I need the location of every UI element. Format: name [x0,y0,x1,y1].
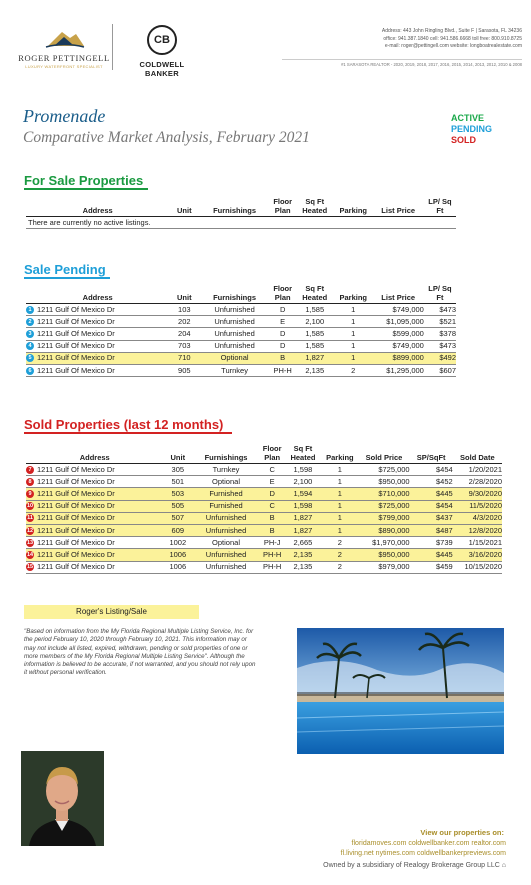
sold-date-cell: 1/20/2021 [453,464,502,476]
unit-cell: 507 [163,512,192,524]
email-website[interactable]: e-mail: roger@pettingell.com website: longboatrealestate.com [384,43,522,49]
price-cell: $899,000 [373,352,424,364]
parking-cell: 2 [334,364,373,376]
address-text: 1211 Gulf Of Mexico Dr [37,537,115,547]
listing-number-badge: 8 [26,478,34,486]
col-furnishings: Furnishings [204,452,248,462]
header-rule [282,59,522,60]
price-cell: $979,000 [358,561,409,573]
furnishings-cell: Furnished [192,488,260,500]
floor-plan-cell: B [260,524,285,536]
table-row [26,304,456,316]
furnishings-cell: Turnkey [192,464,260,476]
furnishings-cell: Unfurnished [192,524,260,536]
floor-plan-cell: D [270,340,296,352]
col-unit: Unit [177,292,192,302]
for-sale-underline [24,188,148,190]
address-cell [26,549,163,561]
address-text: 1211 Gulf Of Mexico Dr [37,513,115,523]
pool-photo [297,628,504,754]
sold-rows [26,464,502,574]
floor-plan-cell: B [270,352,296,364]
address-text: 1211 Gulf Of Mexico Dr [37,365,115,375]
sold-date-cell: 9/30/2020 [453,488,502,500]
parking-cell: 2 [321,561,358,573]
price-cell: $1,295,000 [373,364,424,376]
col-unit: Unit [177,205,192,215]
table-row [26,352,456,364]
table-row [26,524,502,536]
address-text: 1211 Gulf Of Mexico Dr [37,476,115,486]
pending-title-text: Sale Pending [24,262,106,277]
rp-name: ROGER PETTINGELL [18,53,110,63]
furnishings-cell: Optional [199,352,270,364]
office-address: Address: 443 John Ringling Blvd., Suite F | Sarasota, FL 34236 [381,28,522,34]
col-parking: Parking [339,292,368,302]
pending-underline [24,277,110,279]
pending-rows [26,304,456,377]
address-cell [26,304,169,316]
col-address: Address [82,292,113,302]
price-per-sqft-cell: $739 [410,537,453,549]
floor-plan-cell: E [260,476,285,488]
sold-date-cell: 1/15/2021 [453,537,502,549]
building-title: Promenade [23,106,106,126]
col-address: Address [79,452,110,462]
price-per-sqft-cell: $378 [424,328,456,340]
floor-plan-cell: C [260,500,285,512]
address-text: 1211 Gulf Of Mexico Dr [37,488,115,498]
unit-cell: 1006 [163,561,192,573]
parking-cell: 1 [321,524,358,536]
price-cell: $749,000 [373,340,424,352]
coldwell-banker-logo [122,25,202,78]
unit-cell: 503 [163,488,192,500]
furnishings-cell: Unfurnished [199,304,270,316]
unit-cell: 505 [163,500,192,512]
unit-cell: 1002 [163,537,192,549]
furnishings-cell: Unfurnished [192,561,260,573]
price-per-sqft-cell: $445 [410,549,453,561]
legend-active: ACTIVE [451,113,485,123]
furnishings-cell: Furnished [192,500,260,512]
parking-cell: 2 [321,549,358,561]
address-cell [26,561,163,573]
empty-row [26,217,456,229]
unit-cell: 305 [163,464,192,476]
table-row [26,512,502,524]
table-row [26,476,502,488]
col-sold-price: Sold Price [365,452,403,462]
col-floor-plan: Floor Plan [273,284,293,302]
address-cell [26,537,163,549]
price-cell: $725,000 [358,464,409,476]
parking-cell: 1 [321,476,358,488]
sqft-cell: 2,135 [284,549,321,561]
price-per-sqft-cell: $452 [410,476,453,488]
price-cell: $749,000 [373,304,424,316]
no-listings-message: There are currently no active listings. [26,217,456,229]
listing-number-badge: 12 [26,527,34,534]
sqft-cell: 1,585 [296,340,335,352]
address-cell [26,352,169,364]
table-header-row [26,198,456,217]
sold-date-cell: 10/15/2020 [453,561,502,573]
listing-number-badge: 6 [26,367,34,375]
furnishings-cell: Unfurnished [192,512,260,524]
rp-tagline: LUXURY WATERFRONT SPECIALIST [25,64,103,69]
address-text: 1211 Gulf Of Mexico Dr [37,562,115,572]
sqft-cell: 2,135 [296,364,335,376]
roger-pettingell-logo [18,24,110,69]
floor-plan-cell: PH-H [260,549,285,561]
col-sqft: Sq Ft Heated [302,284,328,302]
price-per-sqft-cell: $521 [424,316,456,328]
parking-cell: 1 [334,328,373,340]
legend-pending: PENDING [451,124,493,134]
sqft-cell: 2,100 [284,476,321,488]
cb-name: COLDWELL BANKER [139,60,185,78]
sqft-cell: 1,598 [284,464,321,476]
listing-number-badge: 2 [26,318,34,326]
price-cell: $710,000 [358,488,409,500]
price-per-sqft-cell: $459 [410,561,453,573]
col-sold-date: Sold Date [460,452,495,462]
furnishings-cell: Unfurnished [199,316,270,328]
table-row [26,316,456,328]
unit-cell: 501 [163,476,192,488]
table-row [26,561,502,573]
furnishings-cell: Unfurnished [199,340,270,352]
parking-cell: 1 [334,352,373,364]
roger-listing-legend: Roger's Listing/Sale [24,605,199,619]
property-links-row-2[interactable]: fl.living.net nytimes.com coldwellbankerpreviews.com [340,850,506,857]
sqft-cell: 1,827 [284,512,321,524]
table-row [26,549,502,561]
address-cell [26,316,169,328]
address-cell [26,476,163,488]
agent-photo [21,751,104,846]
parking-cell: 1 [334,340,373,352]
price-cell: $599,000 [373,328,424,340]
table-row [26,537,502,549]
sold-underline [24,432,232,434]
unit-cell: 609 [163,524,192,536]
listing-number-badge: 3 [26,330,34,338]
phone-numbers: office: 941.387.1840 cell: 941.586.6668 toll free: 800.910.8725 [383,35,522,42]
realtor-awards: #1 SARASOTA REALTOR - 2020, 2019, 2018, 2017, 2016, 2015, 2014, 2013, 2012, 2010 & 2008 [341,62,522,67]
parking-cell: 1 [321,512,358,524]
listing-number-badge: 15 [26,564,34,571]
floor-plan-cell: D [270,304,296,316]
col-floor-plan: Floor Plan [273,197,293,215]
listing-number-badge: 13 [26,539,34,546]
furnishings-cell: Turnkey [199,364,270,376]
unit-cell: 204 [169,328,199,340]
price-cell: $890,000 [358,524,409,536]
price-per-sqft-cell: $437 [410,512,453,524]
pending-table [26,285,456,377]
unit-cell: 703 [169,340,199,352]
address-cell [26,524,163,536]
sold-table [26,445,502,574]
col-parking: Parking [339,205,368,215]
floor-plan-cell: PH-H [270,364,296,376]
report-subtitle: Comparative Market Analysis, February 2021 [23,129,310,146]
price-cell: $1,095,000 [373,316,424,328]
col-parking: Parking [326,452,354,462]
listing-number-badge: 9 [26,490,34,498]
listing-number-badge: 7 [26,466,34,474]
address-text: 1211 Gulf Of Mexico Dr [37,464,115,474]
floor-plan-cell: D [270,328,296,340]
sold-date-cell: 11/5/2020 [453,500,502,512]
price-per-sqft-cell: $487 [410,524,453,536]
unit-cell: 1006 [163,549,192,561]
address-cell [26,464,163,476]
furnishings-cell: Optional [192,537,260,549]
floor-plan-cell: C [260,464,285,476]
floor-plan-cell: E [270,316,296,328]
col-address: Address [82,205,113,215]
price-cell: $950,000 [358,476,409,488]
price-per-sqft-cell: $492 [424,352,456,364]
ownership-note [323,862,506,869]
sqft-cell: 1,827 [284,524,321,536]
unit-cell: 103 [169,304,199,316]
unit-cell: 710 [169,352,199,364]
address-text: 1211 Gulf Of Mexico Dr [37,549,115,559]
col-unit: Unit [170,452,186,462]
table-row [26,500,502,512]
property-links-row-1[interactable]: floridamoves.com coldwellbanker.com realtor.com [351,840,506,847]
unit-cell: 905 [169,364,199,376]
listing-number-badge: 14 [26,551,34,558]
listing-number-badge: 10 [26,503,34,510]
table-row [26,464,502,476]
price-cell: $1,970,000 [358,537,409,549]
col-lp-sqft: LP/ Sq Ft [428,284,452,302]
table-row [26,364,456,376]
unit-cell: 202 [169,316,199,328]
parking-cell: 1 [321,464,358,476]
sold-title [24,417,232,436]
furnishings-cell: Unfurnished [199,328,270,340]
floor-plan-cell: PH-H [260,561,285,573]
col-sp-sqft: SP/SqFt [416,452,446,462]
legend-sold: SOLD [451,135,477,145]
sqft-cell: 2,100 [296,316,335,328]
listing-number-badge: 5 [26,354,34,362]
parking-cell: 1 [334,304,373,316]
floor-plan-cell: PH-J [260,537,285,549]
address-cell [26,328,169,340]
pending-title [24,262,110,281]
contact-info [382,28,522,51]
for-sale-title [24,173,148,192]
sold-date-cell: 3/16/2020 [453,549,502,561]
sold-date-cell: 4/3/2020 [453,512,502,524]
price-per-sqft-cell: $607 [424,364,456,376]
furnishings-cell: Optional [192,476,260,488]
table-row [26,488,502,500]
sqft-cell: 1,598 [284,500,321,512]
col-sqft: Sq Ft Heated [302,197,328,215]
listing-number-badge: 11 [27,515,33,522]
address-text: 1211 Gulf Of Mexico Dr [37,341,115,351]
address-cell [26,364,169,376]
listing-number-badge: 1 [26,306,34,314]
sold-date-cell: 2/28/2020 [453,476,502,488]
address-text: 1211 Gulf Of Mexico Dr [37,525,115,535]
view-properties-label: View our properties on: [420,828,504,837]
listing-number-badge: 4 [26,342,34,350]
status-legend [451,113,492,146]
sold-date-cell: 12/8/2020 [453,524,502,536]
furnishings-cell: Unfurnished [192,549,260,561]
mountain-icon [18,24,110,50]
table-row [26,328,456,340]
sqft-cell: 1,585 [296,328,335,340]
col-floor-plan: Floor Plan [262,444,282,462]
price-cell: $799,000 [358,512,409,524]
for-sale-title-text: For Sale Properties [24,173,144,188]
price-per-sqft-cell: $454 [410,464,453,476]
for-sale-table [26,198,456,229]
address-cell [26,488,163,500]
sqft-cell: 1,594 [284,488,321,500]
col-lp-sqft: LP/ Sq Ft [428,197,452,215]
table-header-row [26,445,502,464]
address-cell [26,512,163,524]
parking-cell: 2 [321,537,358,549]
sqft-cell: 2,135 [284,561,321,573]
parking-cell: 1 [321,500,358,512]
mls-disclaimer: "Based on information from the My Florida Regional Multiple Listing Service, Inc. for the period February 10, 2020 through February 10, 2021. This information may or may not include all listed, expired, withdrawn, pending or sold properties of one or more members of the My Florida Regional Multiple Listing Service". Although the information is believed to be accurate, if not warranted, and you should not rely upon it without personal verification. [24,628,256,677]
parking-cell: 1 [334,316,373,328]
price-per-sqft-cell: $445 [410,488,453,500]
address-text: 1211 Gulf Of Mexico Dr [37,304,115,314]
address-text: 1211 Gulf Of Mexico Dr [37,501,115,511]
floor-plan-cell: D [260,488,285,500]
table-row [26,340,456,352]
sqft-cell: 1,585 [296,304,335,316]
col-furnishings: Furnishings [213,205,257,215]
address-text: 1211 Gulf Of Mexico Dr [37,353,115,363]
floor-plan-cell: B [260,512,285,524]
cb-monogram-icon: CB [147,25,177,55]
price-per-sqft-cell: $454 [410,500,453,512]
sold-title-text: Sold Properties (last 12 months) [24,417,224,432]
address-text: 1211 Gulf Of Mexico Dr [37,328,115,338]
sqft-cell: 1,827 [296,352,335,364]
owned-text: Owned by a subsidiary of Realogy Brokerage Group LLC [323,862,500,869]
col-sqft: Sq Ft Heated [290,444,316,462]
col-furnishings: Furnishings [213,292,257,302]
price-per-sqft-cell: $473 [424,340,456,352]
equal-housing-icon: ⌂ [501,862,506,869]
header-divider [112,24,113,70]
address-cell [26,500,163,512]
parking-cell: 1 [321,488,358,500]
price-per-sqft-cell: $473 [424,304,456,316]
address-text: 1211 Gulf Of Mexico Dr [37,316,115,326]
address-cell [26,340,169,352]
col-list-price: List Price [381,292,416,302]
price-cell: $725,000 [358,500,409,512]
sqft-cell: 2,665 [284,537,321,549]
price-cell: $950,000 [358,549,409,561]
col-list-price: List Price [381,205,416,215]
table-header-row [26,285,456,304]
